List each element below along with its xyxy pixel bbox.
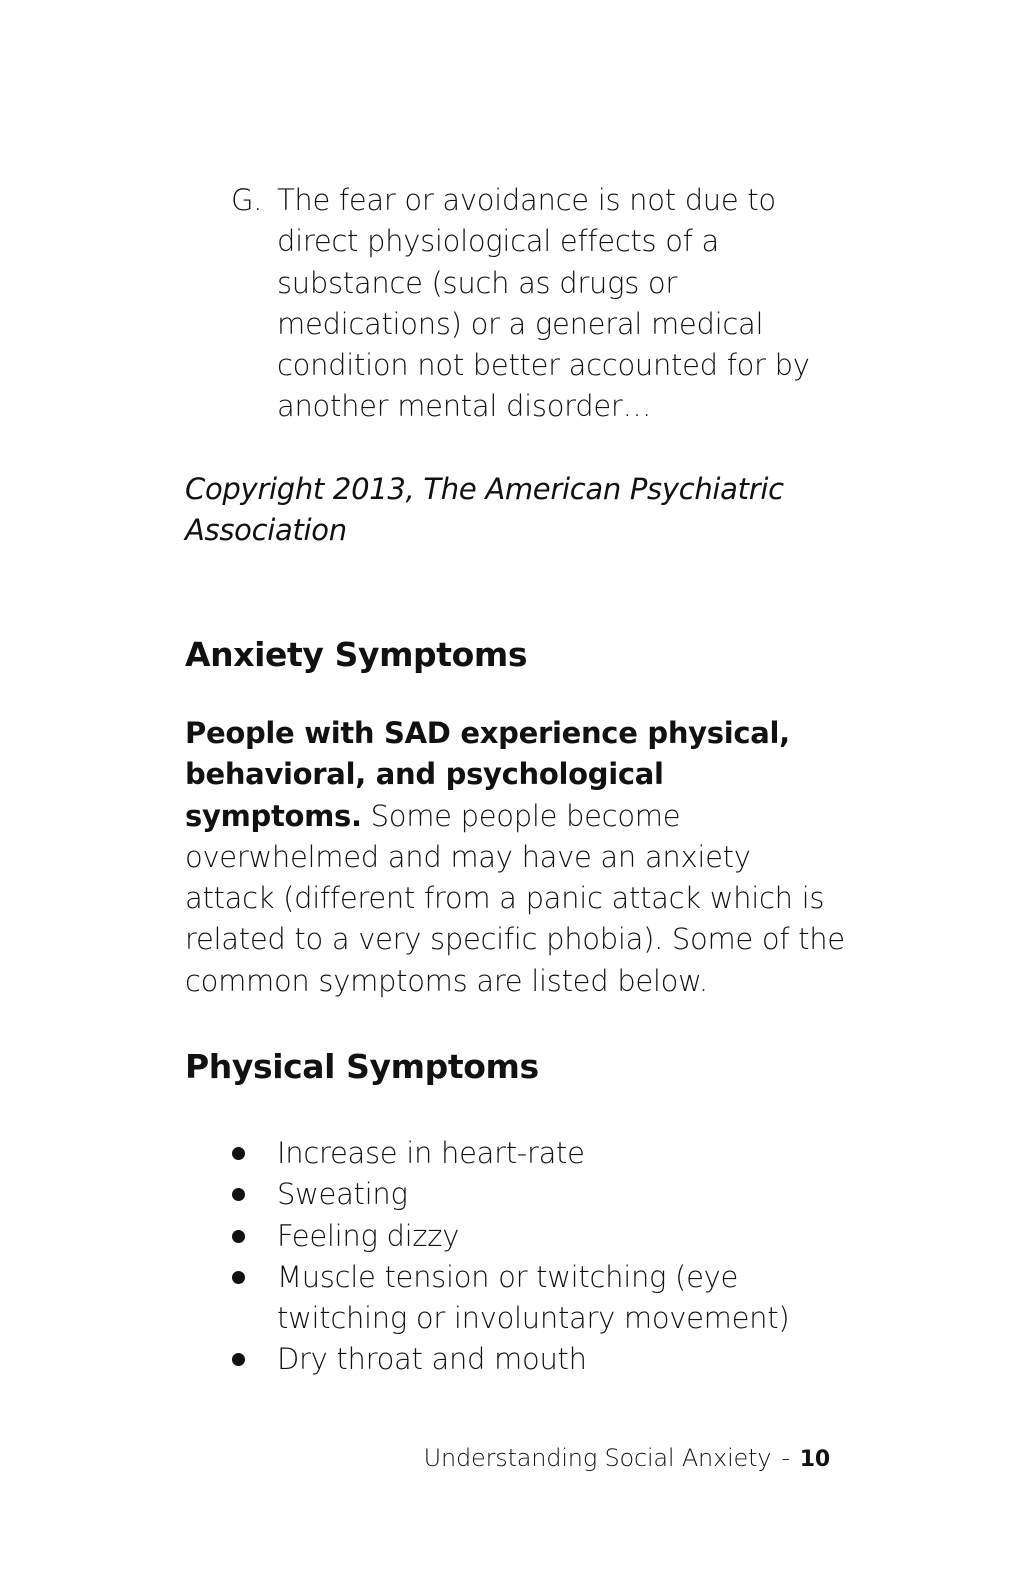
- footer-title: Understanding Social Anxiety: [423, 1444, 772, 1472]
- criterion-g-text: The fear or avoidance is not due to direct physiological effects of a substance (such as drugs or medications) or a general medical condition not better accounted for by another mental disorder…: [277, 183, 810, 424]
- page-footer: [424, 1444, 830, 1472]
- anxiety-intro-body: Some people become overwhelmed and may have an anxiety attack (different from a panic attack which is related to a very specific phobia). Some of the common symptoms are listed below.: [185, 798, 845, 998]
- list-item-text: Muscle tension or twitching (eye twitching or involuntary movement): [277, 1259, 790, 1336]
- bullet-icon: [232, 1353, 245, 1366]
- list-item: [232, 1257, 832, 1340]
- list-item-text: Increase in heart-rate: [277, 1136, 585, 1170]
- footer-separator: -: [781, 1444, 790, 1472]
- anxiety-intro-lead: People with SAD experience physical, behavioral, and psychological symptoms.: [185, 716, 790, 833]
- physical-symptoms-heading: Physical Symptoms: [185, 1047, 539, 1086]
- bullet-icon: [232, 1230, 245, 1243]
- criterion-g-marker: G.: [231, 183, 263, 217]
- list-item: [232, 1133, 832, 1174]
- list-item-text: Feeling dizzy: [277, 1218, 460, 1253]
- criterion-g-item: [231, 180, 831, 428]
- anxiety-symptoms-heading: Anxiety Symptoms: [185, 635, 528, 674]
- list-item: [232, 1216, 832, 1257]
- page-number: 10: [799, 1447, 830, 1472]
- copyright-notice: Copyright 2013, The American Psychiatric Association: [185, 472, 784, 548]
- list-item-text: Sweating: [277, 1177, 408, 1212]
- bullet-icon: [232, 1188, 245, 1201]
- list-item: [232, 1174, 832, 1215]
- bullet-icon: [232, 1147, 245, 1160]
- anxiety-intro-paragraph: [185, 713, 845, 1002]
- list-item-text: Dry throat and mouth: [277, 1342, 587, 1377]
- bullet-icon: [232, 1271, 245, 1284]
- list-item: [232, 1339, 832, 1380]
- physical-symptoms-list: [232, 1133, 832, 1381]
